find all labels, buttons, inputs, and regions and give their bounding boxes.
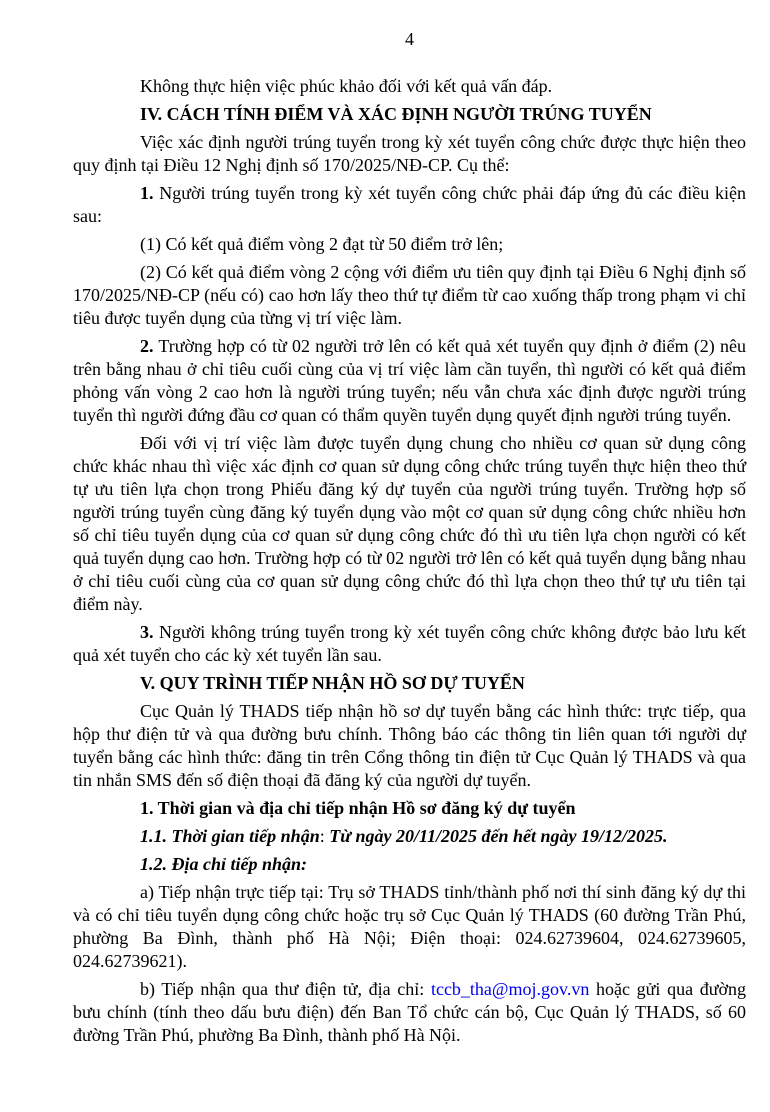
paragraph-2-number: 2. [140, 336, 154, 356]
paragraph-viec-xac-dinh: Việc xác định người trúng tuyển trong kỳ xét tuyển công chức được thực hiện theo quy định tại Điều 12 Nghị định số 170/2025/NĐ-CP. Cụ thể: [73, 132, 746, 175]
email-link[interactable]: tccb_tha@moj.gov.vn [430, 979, 590, 999]
paragraph-1-number: 1. [140, 183, 154, 203]
paragraph-3 [73, 621, 746, 667]
paragraph-item-2: (2) Có kết quả điểm vòng 2 cộng với điểm ưu tiên quy định tại Điều 6 Nghị định số 170/2025/NĐ-CP (nếu có) cao hơn lấy theo thứ tự điểm từ cao xuống thấp trong phạm vi chỉ tiêu được tuyển dụng của từng vị trí việc làm. [73, 262, 746, 328]
paragraph-phuc-khao: Không thực hiện việc phúc khảo đối với kết quả vấn đáp. [140, 76, 553, 96]
heading-1-1-label: 1.1. Thời gian tiếp nhận [140, 826, 320, 846]
heading-1-1-colon: : [319, 826, 330, 846]
paragraph-3-number: 3. [140, 622, 154, 642]
heading-1-2-dia-chi: 1.2. Địa chỉ tiếp nhận: [140, 854, 308, 874]
paragraph-b-tiep-nhan-email [73, 978, 746, 1047]
heading-1-thoi-gian-dia-chi: 1. Thời gian và địa chỉ tiếp nhận Hồ sơ đăng ký dự tuyển [140, 798, 576, 818]
page-number: 4 [405, 29, 414, 49]
paragraph-doi-voi: Đối với vị trí việc làm được tuyển dụng chung cho nhiều cơ quan sử dụng công chức khác nhau thì việc xác định cơ quan sử dụng công chức trúng tuyển thực hiện theo thứ tự ưu tiên lựa chọn trong Phiếu đăng ký dự tuyển của người trúng tuyển. Trường hợp số người trúng tuyển cùng đăng ký tuyển dụng vào một cơ quan sử dụng công chức nhiều hơn số chỉ tiêu tuyển dụng của cơ quan sử dụng công chức đó thì ưu tiên lựa chọn người có kết quả tuyển dụng cao hơn. Trường hợp có từ 02 người trở lên có kết quả tuyển dụng bằng nhau ở chỉ tiêu cuối cùng của cơ quan sử dụng công chức đó thì lựa chọn theo thứ tự ưu tiên tại điểm này. [73, 433, 746, 614]
paragraph-cuc-quan-ly: Cục Quản lý THADS tiếp nhận hồ sơ dự tuyển bằng các hình thức: trực tiếp, qua hộp thư điện tử và qua đường bưu chính. Thông báo các thông tin liên quan tới người dự tuyển bằng các hình thức: đăng tin trên Cổng thông tin điện tử Cục Quản lý THADS và qua tin nhắn SMS đến số điện thoại đã đăng ký của người dự tuyển. [73, 701, 746, 790]
paragraph-b-text-before: b) Tiếp nhận qua thư điện tử, địa chỉ: [140, 979, 431, 999]
paragraph-a-tiep-nhan-truc-tiep: a) Tiếp nhận trực tiếp tại: Trụ sở THADS tỉnh/thành phố nơi thí sinh đăng ký dự thi và có chỉ tiêu tuyển dụng công chức hoặc trụ sở Cục Quản lý THADS (60 đường Trần Phú, phường Ba Đình, thành phố Hà Nội; Điện thoại: 024.62739604, 024.62739605, 024.62739621). [73, 882, 746, 971]
paragraph-b-text-after: hoặc gửi qua đường bưu chính (tính theo dấu bưu điện) đến Ban Tổ chức cán bộ, Cục Quản lý THADS, số 60 đường Trần Phú, phường Ba Đình, thành phố Hà Nội. [73, 979, 746, 1045]
paragraph-2 [73, 335, 746, 427]
paragraph-1 [73, 182, 746, 228]
paragraph-2-text: Trường hợp có từ 02 người trở lên có kết quả xét tuyển quy định ở điểm (2) nêu trên bằng nhau ở chỉ tiêu cuối cùng của vị trí việc làm cần tuyển, thì người có kết quả điểm phỏng vấn vòng 2 cao hơn là người trúng tuyển; nếu vẫn chưa xác định được người trúng tuyển thì người đứng đầu cơ quan có thẩm quyền tuyển dụng quyết định người trúng tuyển. [73, 336, 746, 425]
heading-1-1-thoi-gian [73, 825, 746, 848]
paragraph-item-1: (1) Có kết quả điểm vòng 2 đạt từ 50 điểm trở lên; [140, 234, 504, 254]
heading-1-1-value: Từ ngày 20/11/2025 đến hết ngày 19/12/2025. [329, 826, 668, 846]
paragraph-3-text: Người không trúng tuyển trong kỳ xét tuyển công chức không được bảo lưu kết quả xét tuyển cho các kỳ xét tuyển lần sau. [73, 622, 746, 665]
heading-section-v: V. QUY TRÌNH TIẾP NHẬN HỒ SƠ DỰ TUYỂN [140, 673, 525, 693]
heading-section-iv: IV. CÁCH TÍNH ĐIỂM VÀ XÁC ĐỊNH NGƯỜI TRÚNG TUYỂN [140, 104, 652, 124]
paragraph-1-text: Người trúng tuyển trong kỳ xét tuyển công chức phải đáp ứng đủ các điều kiện sau: [73, 183, 746, 226]
